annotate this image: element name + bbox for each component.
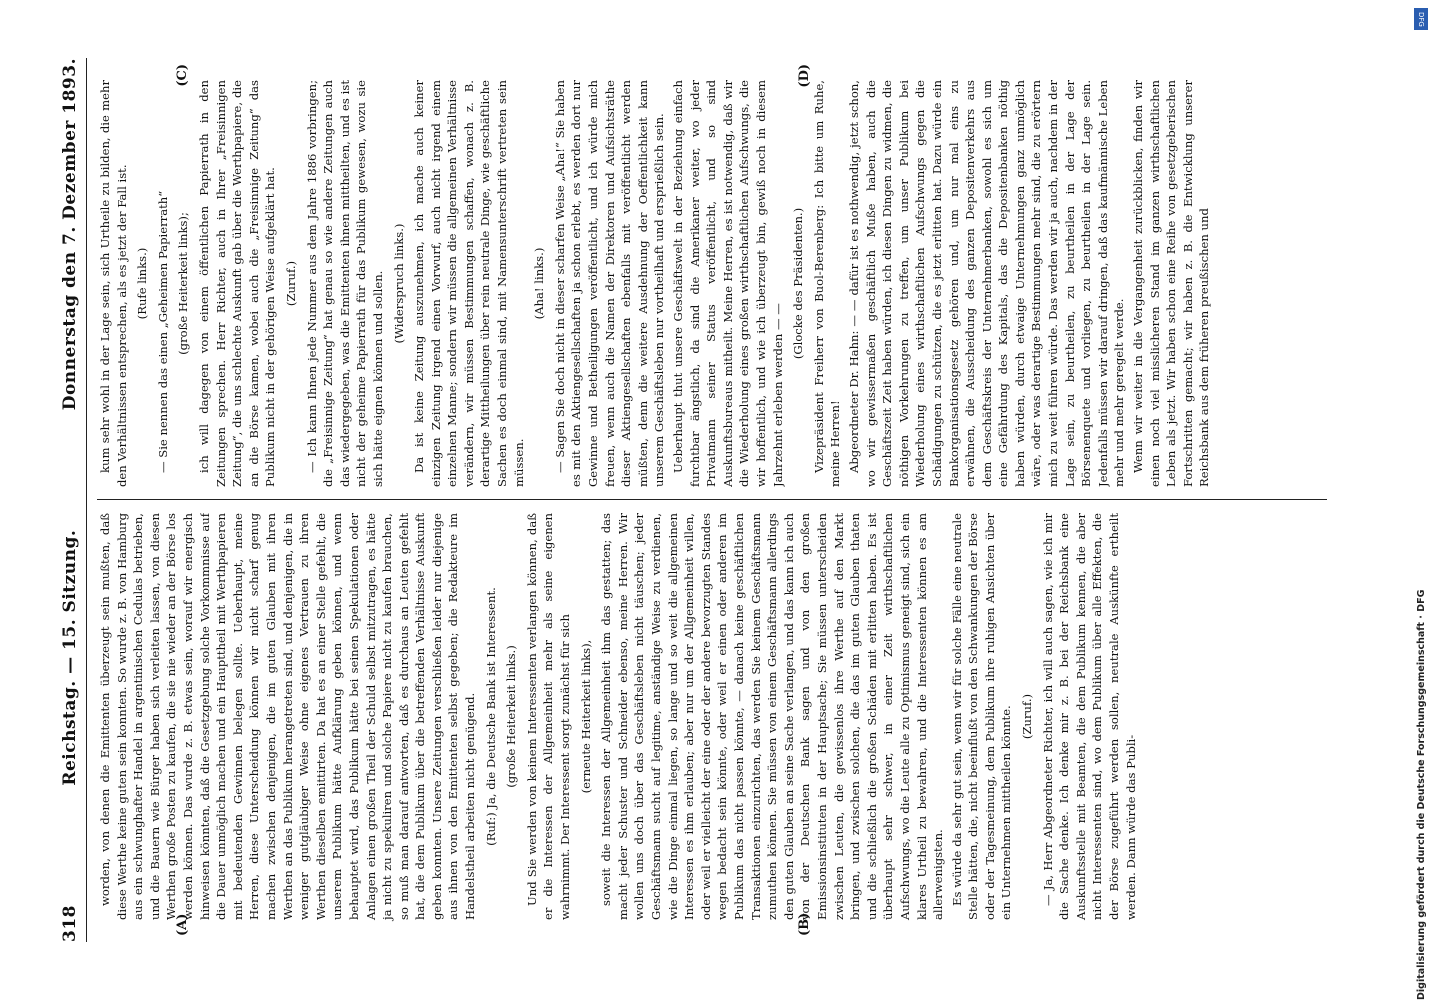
paragraph: Und Sie werden von keinem Interessenten verlangen können, daß er die Interessen der Allgemeinheit mehr als seine eigenen wahrnimmt. Der Interessent sorgt zunächst für sich [524,513,573,920]
margin-mark-b: (B) [797,912,812,936]
text-columns [97,58,1327,942]
interjection: (Ruf:) Ja, die Deutsche Bank ist Interessent. [483,587,498,846]
paragraph: — Sie nennen das einen „Geheimen Papierrath“ [155,190,170,473]
paragraph: — Ich kann Ihnen jede Nummer aus dem Jahre 1886 vorbringen; die „Freisinnige Zeitung“ hat genau so wie andere Zeitungen auch das wiedergegeben, was die Emittenten ihnen mittheilten, und es ist nicht der geheime Papierrath für das Publikum gewesen, wozu sie sich hätte eignen können und sollen. [304,80,385,487]
margin-mark-a: (A) [175,913,190,936]
speaker-paragraph: Vizepräsident Freiherr von Buol-Berenberg: Ich bitte um Ruhe, meine Herren! [811,80,843,487]
paragraph: — Sagen Sie doch nicht in dieser scharfen Weise „Aha!“ Sie haben es mit den Aktiengesellschaften ja schon erlebt, es werden dort nur Gewinne und Betheiligungen veröffentlicht, und ich würde mich freuen, wenn auch die Namen der Direktoren und Aufsichtsräthe dieser Aktiengesellschaften ebenfalls mit veröffentlicht werden müßten, denn die weitere Ausdehnung der Oeffentlichkeit kann unserem Geschäftsleben nur vortheilhaft und ersprießlich sein. [552,80,667,487]
interjection: (Widerspruch links.) [391,223,406,344]
right-column [97,58,1327,487]
interjection: (erneute Heiterkeit links), [578,639,593,794]
session-title: Reichstag. — 15. Sitzung. [60,529,80,786]
speaker-paragraph: Abgeordneter Dr. Hahn: — — dafür ist es nothwendig, jetzt schon, wo wir gewissermaßen geschäftlich Muße haben, auch die Geschäftszeit Zeit haben würden, ich diesen Dingen zu widmen, die nöthigen Vorkehrungen zu treffen, um unser Publikum bei Wiederholung eines wirthschaftlichen Aufschwungs gegen die Schädigungen zu schützen, die es jetzt erlitten hat. Dazu würde ein Bankorganisationsgesetz gehören und, um nur mal eins zu erwähnen, die Ausscheidung des ganzen Depositenverkehrs aus dem Geschäftskreis der Unternehmerbanken, sowohl es sich um eine Gefährdung des Kapitals, das die Depositenbanken nöthig haben würden, durch etwaige Unternehmungen ganz unmöglich wäre, oder was derartige Bestimmungen mehr sind, die zu erörtern mich zu weit führen würde. Das werden wir ja auch, nachdem in der Lage sein, zu beurtheilen, zu beurtheilen in der Lage der Börsenenquete und vorliegen, zu beurtheilen in der Lage sein. Jedenfalls müssen wir darauf dringen, daß das kaufmännische Leben mehr und mehr geregelt werde. [846,80,1127,487]
paragraph: — Ja, Herr Abgeordneter Richter, ich will auch sagen, wie ich mir die Sache denke. Ich denke mir z. B. bei der Reichsbank eine Auskunftsstelle mit Beamten, die dem Publikum kennen, die aber nicht Interessenten sind, wo dem Publikum über alle Effekten, die der Börse zugeführt werden sollen, neutrale Auskünfte ertheilt werden. Dann würde das Publi- [1040,513,1138,920]
paragraph: Wenn wir weiter in die Vergangenheit zurückblicken, finden wir einen noch viel misslicheren Stand im ganzen wirthschaftlichen Leben als jetzt. Wir haben schon eine Reihe von gesetzgeberischen Fortschritten gemacht; wir haben z. B. die Entwicklung unserer Reichsbank aus dem früheren preußischen und [1131,80,1212,487]
margin-mark-d: (D) [797,64,812,88]
interjection: (Zuruf.) [1020,693,1035,740]
interjection: (Zuruf.) [283,260,298,307]
interjection: (Rufe links.) [135,247,150,320]
paragraph: Da ist keine Zeitung auszunehmen, ich mache auch keiner einzigen Zeitung irgend einen Vorwurf, auch nicht irgend einem einzelnen Manne; sondern wir müssen die allgemeinen Verhältnisse verändern, wir müssen Bestimmungen schaffen, wonach z. B. derartige Mittheilungen über rein neutrale Dinge, wie geschäftliche Sachen es doch einmal sind, mit Namensunterschrift vertreten sein müssen. [412,80,526,487]
paragraph: Ueberhaupt thut unsere Geschäftswelt in der Beziehung einfach furchtbar ängstlich, da sind die Amerikaner weiter, wo jeder Privatmann seiner Status veröffentlicht, und so sind Auskunftsbureaus mitheilt. Meine Herren, es ist notwendig, daß wir die Wiederholung eines großen wirthschaftlichen Aufschwungs, die wir hoffentlich, und wie ich überzeugt bin, gewiß noch in diesem Jahrzehnt erleben werden — — [671,80,785,487]
interjection: (große Heiterkeit links.) [504,645,519,788]
paragraph: soweit die Interessen der Allgemeinheit ihm das gestatten; das macht jeder Schuster und Schneider ebenso, meine Herren. Wir wollen uns doch über das Geschäftsleben nicht täuschen; jeder Geschäftsmann sucht auf legitime, anständige Weise zu verdienen, wie die Dinge einmal liegen, so lange und so weit die allgemeinen Interessen es ihm erlauben; aber nur um der Allgemeinheit willen, oder weil er vielleicht der eine oder der andere bevorzugten Standes wegen bedacht sein könnte, oder weil er einen oder anderen im Publikum das nicht passen könnte, — danach keine geschäftlichen Transaktionen einzurichten, das werden Sie keinem Geschäftsmann zumuthen können. Sie müssen von einem Geschäftsmann allerdings den guten Glauben an seine Sache verlangen, und das kann ich auch von der Deutschen Bank sagen und von den großen Emissionsinstituten in der Hauptsache; Sie müssen unterscheiden zwischen Leuten, die gewissenlos ihre Werthe auf den Markt bringen, und zwischen solchen, die das im guten Glauben thaten und die schließlich die großen Schäden mit erlitten haben. Es ist überhaupt sehr schwer, in einer Zeit wirthschaftlichen Aufschwungs, wo die Leute alle zu Optimismus geneigt sind, sich ein klares Urtheil zu bewahren, und die Interessenten können es am allerwenigsten. [599,513,946,920]
column-divider [97,499,1327,500]
digitization-credit: Digitalisierung gefördert durch die Deutsche Forschungsgemeinschaft · DFG [1416,589,1427,1000]
interjection: (große Heiterkeit links); [176,212,191,355]
left-column [97,513,1327,942]
margin-mark-c: (C) [175,64,190,87]
page-header [60,58,87,942]
interjection: (Aha! links.) [532,247,547,320]
session-date: Donnerstag den 7. Dezember 1893. [60,58,80,411]
paragraph: kum sehr wohl in der Lage sein, sich Urtheile zu bilden, die mehr den Verhältnissen entsprechen, als es jetzt der Fall ist. [98,80,129,487]
paragraph: ich will dagegen von einem öffentlichen Papierrath in den Zeitungen sprechen. Herr Richter, auch in Ihrer „Freisinnigen Zeitung“, die uns schlechte Auskunft gab über die Werthpapiere, die an die Börse kamen, wobei auch die „Freisinnige Zeitung“ das Publikum nicht in der gehörigen Weise aufgeklärt hat. [196,80,278,487]
interjection: (Glocke des Präsidenten.) [791,207,806,360]
paragraph: worden, von denen die Emittenten überzeugt sein mußten, daß diese Werthe keine guten sein konnten. So wurde z. B. von Hamburg aus ein schwunghafter Handel in argentinischen Cedulas betrieben, und die Bauern wie Bürger haben sich verleiten lassen, von diesen Werthen große Posten zu kaufen, die sie nie wieder an der Börse los werden können. Das wurde z. B. etwas sein, worauf wir energisch hinweisen könnten, daß die Gesetzgebung solche Vorkommnisse auf die Dauer unmöglich machen und ein Haupttheil mit Werthpapieren mit bedeutenden Gewinnen belegen sollte. Ueberhaupt, meine Herren, diese Unterscheidung können wir nicht scharf genug machen zwischen denjenigen, die im guten Glauben mit ihren Werthen an das Publikum herangetreten sind, und denjenigen, die in weniger gutgläubiger Weise ohne eigenes Vertrauen zu ihren Werthen dieselben emittirten. Da hat es an einer Stelle gefehlt, die unserem Publikum hätte Aufklärung geben können, und wenn behauptet wird, das Publikum hätte bei seinen Spekulationen oder Anlagen einen großen Theil der Schuld selbst mitzutragen, es hätte ja nicht zu spekuliren und solche Papiere nicht zu kaufen brauchen, so muß man darauf antworten, daß es durchaus an Leuten gefehlt hat, die dem Publikum über die betreffenden Verhältnisse Auskunft geben konnten. Unsere Zeitungen verschließen leider nur diejenige aus ihnen von den Emittenten selbst gegeben; die Redakteure im Handelstheil arbeiten nicht genügend. [98,513,478,920]
page-number: 318 [60,905,80,942]
paragraph: Es würde da sehr gut sein, wenn wir für solche Fälle eine neutrale Stelle hätten, die, nicht beeinflußt von den Schwankungen der Börse oder der Tagesmeinung, dem Publikum ihre ruhigen Ansichten über ein Unternehmen mittheilen könnte. [949,513,1014,920]
dfg-logo: DFG [1414,8,1428,30]
